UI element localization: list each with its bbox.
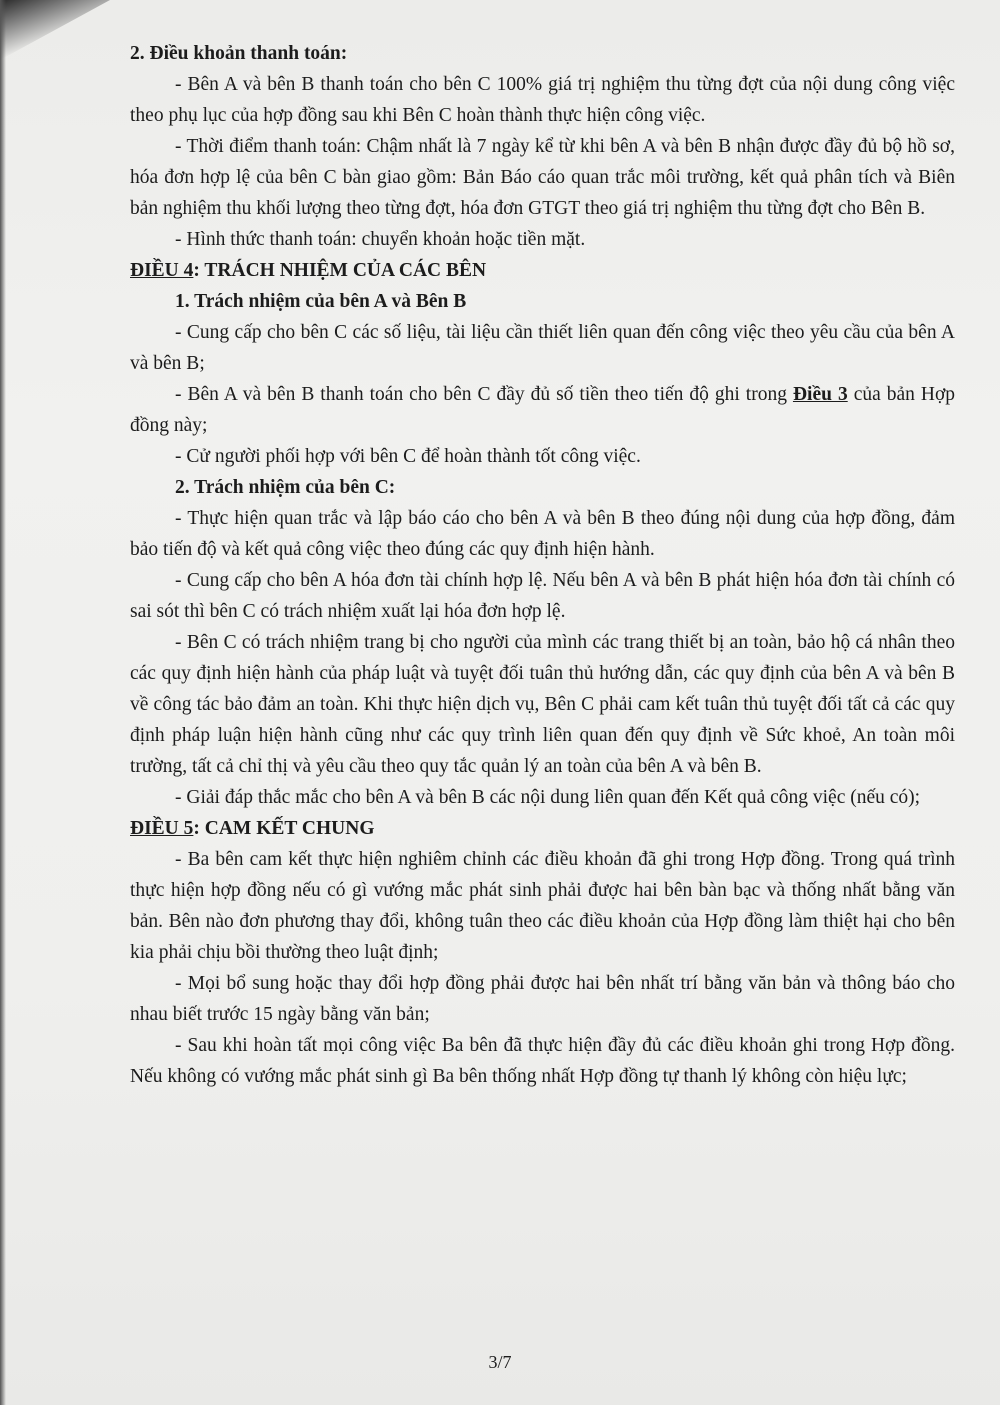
page-left-edge — [0, 0, 6, 1405]
article-4-heading — [130, 255, 955, 286]
responsibility-ab-p2-after: của bản Hợp đồng này; — [130, 384, 956, 436]
responsibility-c-paragraph-3: - Bên C có trách nhiệm trang bị cho người của mình các trang thiết bị an toàn, bảo hộ cá nhân theo các quy định hiện hành của pháp luật và tuyệt đối tuân thủ hướng dẫn, các quy định của bên A và bên B về công tác bảo đảm an toàn. Khi thực hiện dịch vụ, Bên C phải cam kết tuân thủ tuyệt đối tất cả các quy định pháp luận hiện hành cũng như các quy trình liên quan đến quy định về Sức khoẻ, An toàn môi trường, tất cả chỉ thị và yêu cầu theo quy tắc quản lý an toàn của bên A và bên B. — [130, 632, 955, 777]
commitment-paragraph-3: - Sau khi hoàn tất mọi công việc Ba bên đã thực hiện đầy đủ các điều khoản ghi trong Hợp đồng. Nếu không có vướng mắc phát sinh gì Ba bên thống nhất Hợp đồng tự thanh lý không còn hiệu lực; — [130, 1035, 955, 1087]
payment-paragraph-3: - Hình thức thanh toán: chuyển khoản hoặc tiền mặt. — [175, 229, 586, 250]
payment-paragraph-2: - Thời điểm thanh toán: Chậm nhất là 7 ngày kể từ khi bên A và bên B nhận được đầy đủ bộ hồ sơ, hóa đơn hợp lệ của bên C bàn giao gồm: Bản Báo cáo quan trắc môi trường, kết quả phân tích và Biên bản nghiệm thu khối lượng theo từng đợt, hóa đơn GTGT theo giá trị nghiệm thu từng đợt cho Bên B. — [130, 136, 955, 219]
article-4-title: : TRÁCH NHIỆM CỦA CÁC BÊN — [193, 260, 487, 281]
responsibility-c-heading: 2. Trách nhiệm của bên C: — [175, 477, 396, 498]
responsibility-ab-p2-before: - Bên A và bên B thanh toán cho bên C đầy đủ số tiền theo tiến độ ghi trong — [175, 384, 793, 405]
article-5-label: ĐIỀU 5 — [130, 818, 194, 839]
document-body — [130, 38, 955, 1092]
responsibility-c-paragraph-1: - Thực hiện quan trắc và lập báo cáo cho bên A và bên B theo đúng nội dung của hợp đồng, đảm bảo tiến độ và kết quả công việc theo đúng các quy định hiện hành. — [130, 508, 955, 560]
commitment-paragraph-2: - Mọi bổ sung hoặc thay đổi hợp đồng phải được hai bên nhất trí bằng văn bản và thông báo cho nhau biết trước 15 ngày bằng văn bản; — [130, 973, 955, 1025]
responsibility-ab-paragraph-1: - Cung cấp cho bên C các số liệu, tài liệu cần thiết liên quan đến công việc theo yêu cầu của bên A và bên B; — [130, 322, 955, 374]
page-corner-shadow — [0, 0, 110, 60]
responsibility-ab-paragraph-2 — [130, 379, 955, 441]
commitment-paragraph-1: - Ba bên cam kết thực hiện nghiêm chỉnh các điều khoản đã ghi trong Hợp đồng. Trong quá trình thực hiện hợp đồng nếu có gì vướng mắc phát sinh phải được hai bên bàn bạc và thống nhất bằng văn bản. Bên nào đơn phương thay đổi, không tuân theo các điều khoản của Hợp đồng làm thiệt hại cho bên kia phải chịu bồi thường theo luật định; — [130, 849, 955, 963]
responsibility-ab-paragraph-3: - Cử người phối hợp với bên C để hoàn thành tốt công việc. — [175, 446, 641, 467]
page-number: 3/7 — [488, 1352, 512, 1372]
article-5-title: : CAM KẾT CHUNG — [193, 818, 375, 839]
responsibility-ab-heading: 1. Trách nhiệm của bên A và Bên B — [175, 291, 467, 312]
responsibility-c-paragraph-4: - Giải đáp thắc mắc cho bên A và bên B các nội dung liên quan đến Kết quả công việc (nếu có); — [175, 787, 921, 808]
responsibility-c-paragraph-2: - Cung cấp cho bên A hóa đơn tài chính hợp lệ. Nếu bên A và bên B phát hiện hóa đơn tài chính có sai sót thì bên C có trách nhiệm xuất lại hóa đơn hợp lệ. — [130, 570, 955, 622]
article-3-reference: Điều 3 — [792, 384, 848, 405]
payment-terms-heading: 2. Điều khoản thanh toán: — [130, 43, 348, 64]
article-4-label: ĐIỀU 4 — [130, 260, 194, 281]
payment-paragraph-1: - Bên A và bên B thanh toán cho bên C 100% giá trị nghiệm thu từng đợt của nội dung công việc theo phụ lục của hợp đồng sau khi Bên C hoàn thành thực hiện công việc. — [130, 74, 955, 126]
article-5-heading — [130, 813, 955, 844]
